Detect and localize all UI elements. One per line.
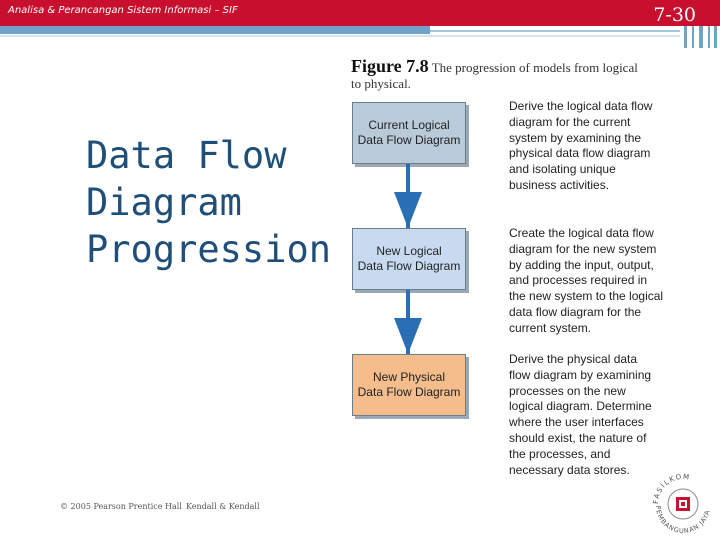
figure-number: Figure 7.8	[351, 56, 429, 76]
box-label: Current Logical	[368, 118, 450, 132]
footer-authors: Kendall & Kendall	[186, 502, 260, 511]
desc-line: physical data flow diagram	[509, 146, 651, 161]
box-label: Data Flow Diagram	[357, 385, 461, 399]
header-stripe-light	[0, 35, 680, 37]
slide-title-line: Progression	[86, 228, 332, 271]
desc-line: necessary data stores.	[509, 462, 630, 477]
slide-number: 7-30	[653, 4, 696, 26]
box-label: Data Flow Diagram	[357, 133, 461, 147]
desc-line: the processes, and	[509, 446, 611, 461]
desc-line: diagram for the current	[509, 114, 631, 129]
deco-bar	[714, 26, 717, 48]
step-description	[509, 352, 684, 478]
desc-line: and isolating unique	[509, 162, 616, 177]
desc-line: system by examining the	[509, 130, 642, 145]
logo-text-top: FASILKOM	[651, 472, 692, 505]
course-title: Analisa & Perancangan Sistem Informasi – SIF	[8, 5, 238, 16]
desc-line: and processes required in	[509, 273, 648, 288]
new-logical-dfd-box	[352, 228, 466, 290]
current-logical-dfd-box	[352, 102, 466, 164]
slide-title	[86, 132, 331, 273]
figure-caption	[351, 58, 651, 92]
down-arrow-icon	[394, 192, 422, 228]
deco-bar	[684, 26, 687, 48]
desc-line: the new system to the logical	[509, 289, 664, 304]
header-stripe-thin	[430, 30, 680, 32]
desc-line: diagram for the new system	[509, 241, 657, 256]
desc-line: Derive the logical data flow	[509, 99, 653, 113]
logo-text-bottom: PEMBANGUNAN JAYA	[653, 505, 712, 536]
desc-line: data flow diagram for the	[509, 304, 642, 319]
box-label: New Physical	[372, 370, 446, 384]
new-physical-dfd-box	[352, 354, 466, 416]
header-bar	[0, 0, 720, 26]
step-description	[509, 99, 684, 194]
desc-line: current system.	[509, 320, 592, 335]
header-stripe	[0, 26, 430, 34]
box-label: Data Flow Diagram	[357, 259, 461, 273]
desc-line: logical diagram. Determine	[509, 399, 652, 414]
desc-line: Create the logical data flow	[509, 226, 654, 240]
desc-line: by adding the input, output,	[509, 257, 654, 272]
desc-line: processes on the new	[509, 383, 626, 398]
step-description	[509, 226, 684, 337]
deco-bar	[692, 26, 694, 48]
university-seal-icon	[648, 468, 718, 538]
slide-title-line: Data Flow	[86, 134, 287, 177]
figure-caption-text: The progression of models from logical to physical.	[351, 60, 638, 91]
desc-line: business activities.	[509, 177, 610, 192]
box-label: New Logical	[376, 244, 442, 258]
down-arrow-icon	[394, 318, 422, 354]
desc-line: Derive the physical data	[509, 352, 638, 366]
desc-line: should exist, the nature of	[509, 430, 647, 445]
deco-bar	[699, 26, 703, 48]
slide-title-line: Diagram	[86, 181, 242, 224]
desc-line: flow diagram by examining	[509, 367, 652, 382]
footer-copyright: © 2005 Pearson Prentice Hall	[60, 502, 182, 511]
desc-line: where the user interfaces	[509, 415, 644, 430]
deco-bar	[708, 26, 710, 48]
